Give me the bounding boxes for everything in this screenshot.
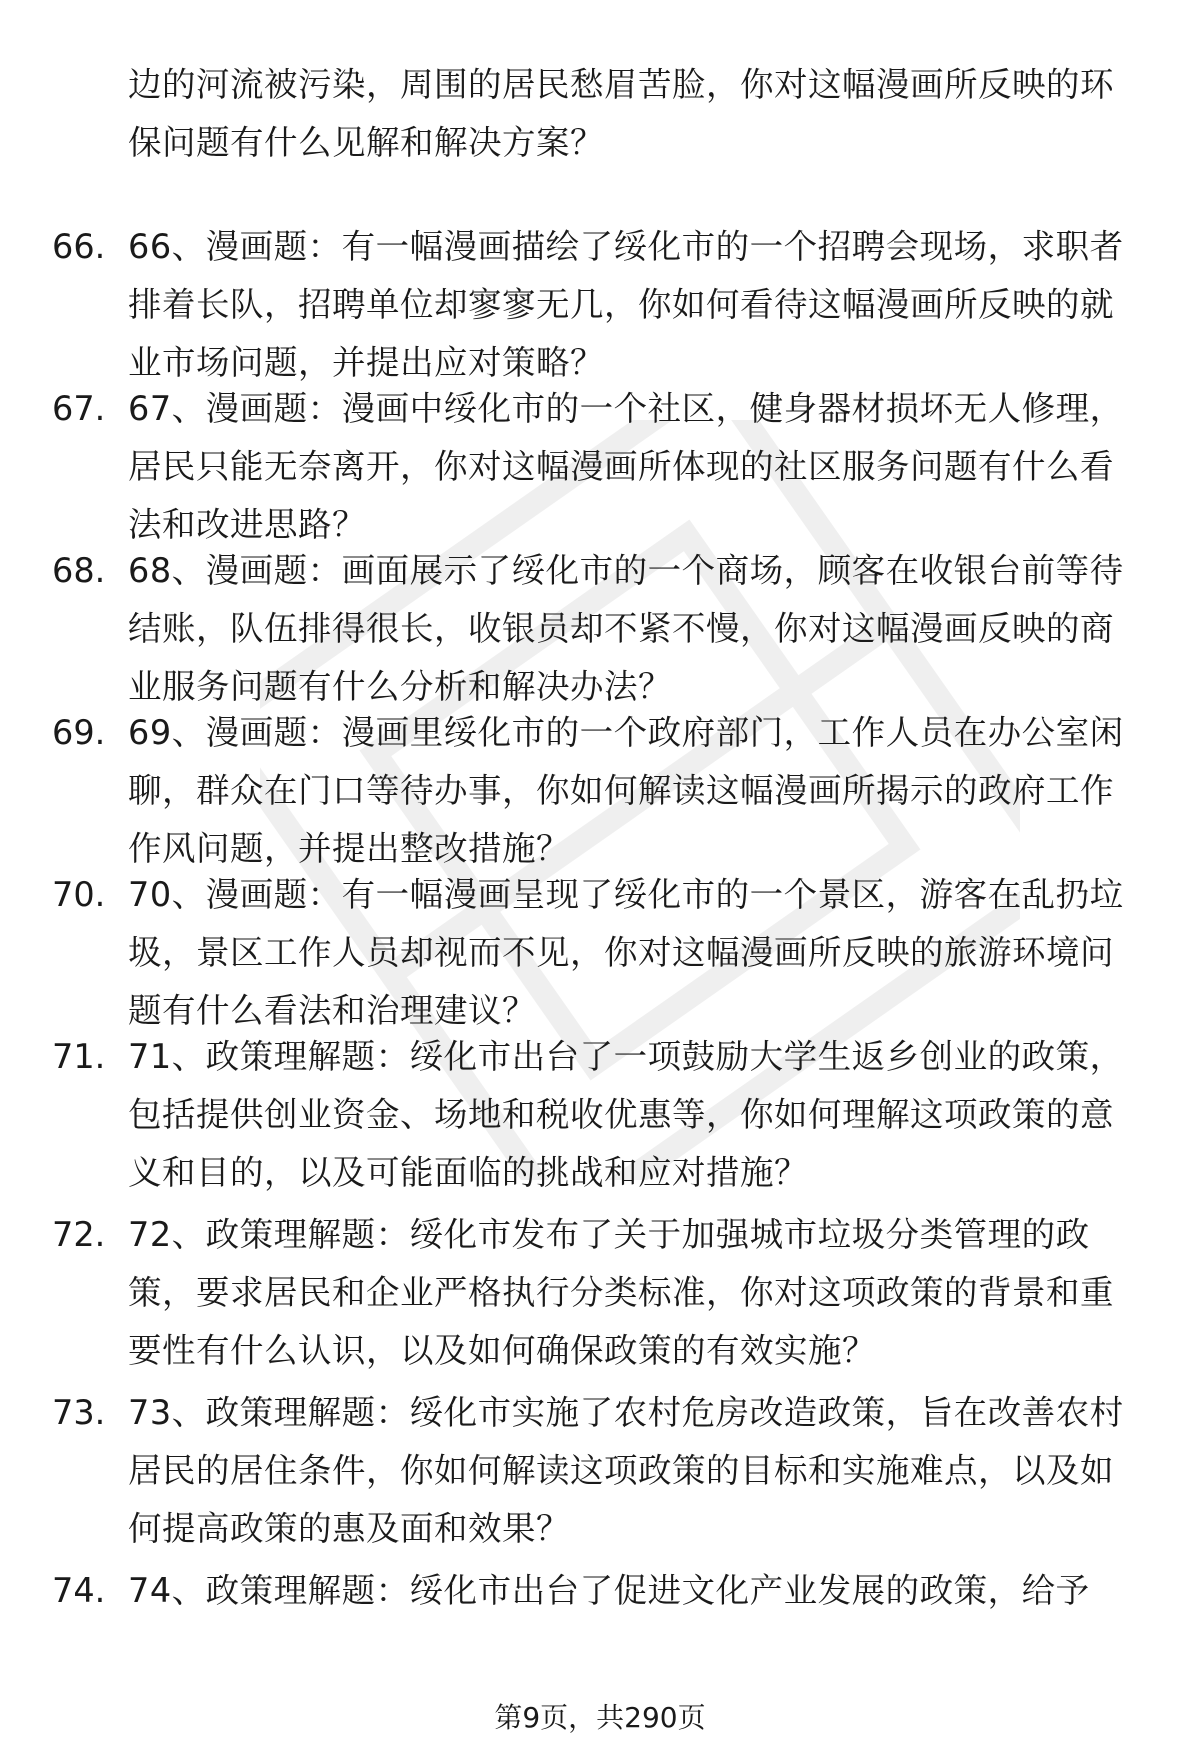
item-number: 67. xyxy=(52,389,106,428)
item-text: 67、漫画题：漫画中绥化市的一个社区，健身器材损坏无人修理，居民只能无奈离开，你对这幅漫画所体现的社区服务问题有什么看法和改进思路？ xyxy=(128,389,1124,544)
item-text: 68、漫画题：画面展示了绥化市的一个商场，顾客在收银台前等待结账，队伍排得很长，收银员却不紧不慢，你对这幅漫画反映的商业服务问题有什么分析和解决办法？ xyxy=(128,551,1124,706)
item-number: 70. xyxy=(52,875,106,914)
item-number: 73. xyxy=(52,1393,106,1432)
item-text: 74、政策理解题：绥化市出台了促进文化产业发展的政策，给予 xyxy=(128,1571,1090,1610)
item-text: 69、漫画题：漫画里绥化市的一个政府部门，工作人员在办公室闲聊，群众在门口等待办事，你如何解读这幅漫画所揭示的政府工作作风问题，并提出整改措施？ xyxy=(128,713,1124,868)
item-text: 71、政策理解题：绥化市出台了一项鼓励大学生返乡创业的政策，包括提供创业资金、场地和税收优惠等，你如何理解这项政策的意义和目的，以及可能面临的挑战和应对措施？ xyxy=(128,1037,1124,1192)
item-text: 70、漫画题：有一幅漫画呈现了绥化市的一个景区，游客在乱扔垃圾，景区工作人员却视而不见，你对这幅漫画所反映的旅游环境问题有什么看法和治理建议？ xyxy=(128,875,1124,1030)
item-number: 72. xyxy=(52,1215,106,1254)
item-number: 68. xyxy=(52,551,106,590)
item-number: 69. xyxy=(52,713,106,752)
carryover-paragraph: 边的河流被污染，周围的居民愁眉苦脸，你对这幅漫画所反映的环保问题有什么见解和解决方案？ xyxy=(128,65,1114,162)
item-number: 74. xyxy=(52,1571,106,1610)
page-footer: 第9页，共290页 xyxy=(494,1701,706,1734)
item-number: 71. xyxy=(52,1037,106,1076)
item-text: 72、政策理解题：绥化市发布了关于加强城市垃圾分类管理的政策，要求居民和企业严格执行分类标准，你对这项政策的背景和重要性有什么认识，以及如何确保政策的有效实施？ xyxy=(128,1215,1114,1370)
item-text: 73、政策理解题：绥化市实施了农村危房改造政策，旨在改善农村居民的居住条件，你如何解读这项政策的目标和实施难点，以及如何提高政策的惠及面和效果？ xyxy=(128,1393,1124,1548)
item-text: 66、漫画题：有一幅漫画描绘了绥化市的一个招聘会现场，求职者排着长队，招聘单位却寥寥无几，你如何看待这幅漫画所反映的就业市场问题，并提出应对策略？ xyxy=(128,227,1124,382)
item-number: 66. xyxy=(52,227,106,266)
